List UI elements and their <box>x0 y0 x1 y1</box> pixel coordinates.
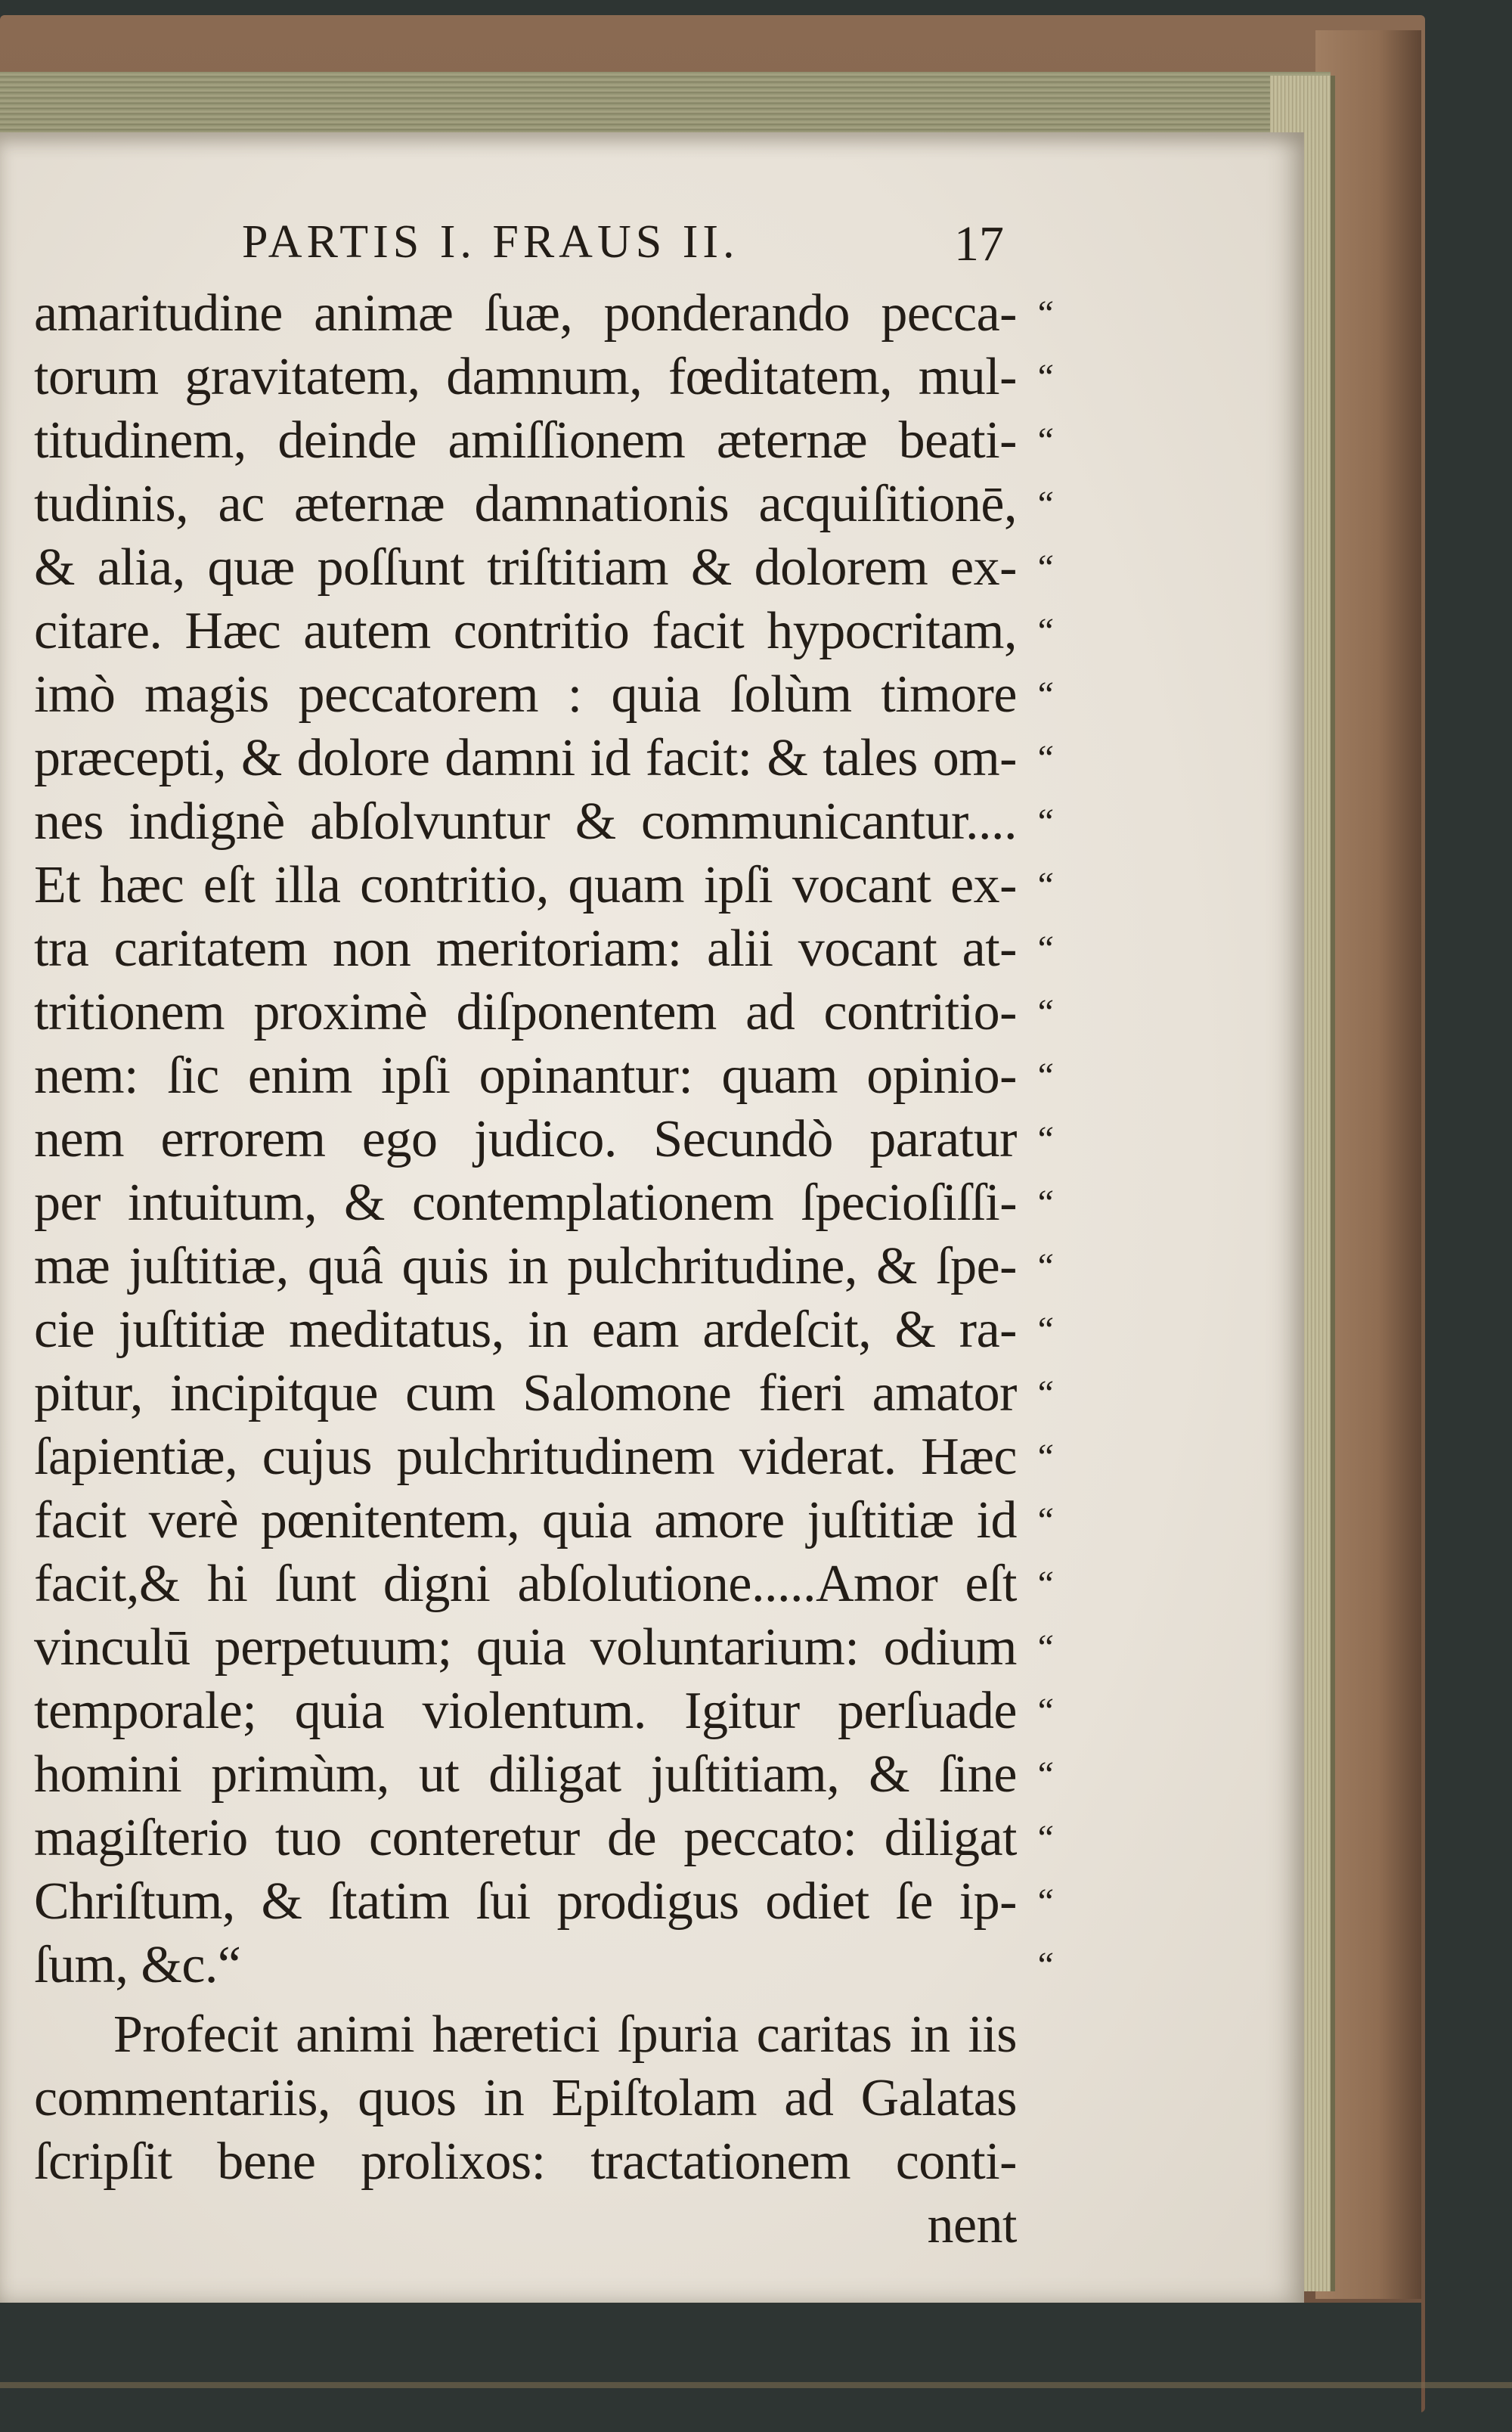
text-line: mæ juſtitiæ, quâ quis in pulchritudine, & ſpe- <box>34 1237 1017 1295</box>
running-head: PARTIS I. FRAUS II. <box>242 216 739 268</box>
text-line: torum gravitatem, damnum, fœditatem, mul- <box>34 348 1017 406</box>
text-line: magiſterio tuo conteretur de peccato: diligat <box>34 1809 1017 1867</box>
page-number: 17 <box>954 216 1004 271</box>
text-line: & alia, quæ poſſunt triſtitiam & dolorem ex- <box>34 538 1017 597</box>
text-line: facit verè pœnitentem, quia amore juſtitiæ id <box>34 1491 1017 1549</box>
quotation-mark: “ <box>1034 675 1055 715</box>
quotation-mark: “ <box>1034 1818 1055 1858</box>
quotation-mark: “ <box>1034 1119 1055 1159</box>
catchword: nent <box>927 2196 1017 2254</box>
quotation-mark: “ <box>1034 548 1055 588</box>
text-line: ſapientiæ, cujus pulchritudinem viderat. Hæc <box>34 1428 1017 1486</box>
quotation-mark: “ <box>1034 1373 1055 1413</box>
text-line: ſum, &c.“ <box>34 1936 241 1994</box>
text-line: præcepti, & dolore damni id facit: & tales om- <box>34 729 1017 787</box>
text-line: per intuitum, & contemplationem ſpecioſiſſi- <box>34 1174 1017 1232</box>
text-line: titudinem, deinde amiſſionem æternæ beati- <box>34 411 1017 470</box>
paragraph-line: commentariis, quos in Epiſtolam ad Galatas <box>34 2069 1017 2127</box>
quotation-mark: “ <box>1034 929 1055 969</box>
quotation-mark: “ <box>1034 357 1055 397</box>
quotation-mark: “ <box>1034 1881 1055 1922</box>
quotation-mark: “ <box>1034 865 1055 905</box>
quotation-mark: “ <box>1034 611 1055 651</box>
text-line: temporale; quia violentum. Igitur perſuade <box>34 1682 1017 1740</box>
text-line: amaritudine animæ ſuæ, ponderando pecca- <box>34 284 1017 343</box>
quotation-mark: “ <box>1034 1691 1055 1731</box>
quotation-mark: “ <box>1034 420 1055 461</box>
text-line: citare. Hæc autem contritio facit hypocritam, <box>34 602 1017 660</box>
quotation-mark: “ <box>1034 293 1055 333</box>
quotation-mark: “ <box>1034 802 1055 842</box>
bottom-rule <box>0 2382 1512 2388</box>
quotation-mark: “ <box>1034 1183 1055 1223</box>
quotation-mark: “ <box>1034 1627 1055 1667</box>
text-line: tudinis, ac æternæ damnationis acquiſitionē, <box>34 475 1017 533</box>
text-line: nes indignè abſolvuntur & communicantur.... <box>34 793 1017 851</box>
text-line: facit,& hi ſunt digni abſolutione.....Amor eſt <box>34 1555 1017 1613</box>
quotation-mark: “ <box>1034 1246 1055 1286</box>
quotation-mark: “ <box>1034 1564 1055 1604</box>
text-line: nem errorem ego judico. Secundò paratur <box>34 1110 1017 1168</box>
text-line: vinculū perpetuum; quia voluntarium: odium <box>34 1618 1017 1677</box>
quotation-mark: “ <box>1034 1500 1055 1540</box>
quotation-mark: “ <box>1034 992 1055 1032</box>
text-line: imò magis peccatorem : quia ſolùm timore <box>34 665 1017 724</box>
background-bottom <box>0 2303 1421 2432</box>
quotation-mark: “ <box>1034 1945 1055 1985</box>
quotation-mark: “ <box>1034 738 1055 778</box>
paragraph-line: ſcripſit bene prolixos: tractationem conti- <box>34 2133 1017 2191</box>
text-line: tra caritatem non meritoriam: alii vocant at- <box>34 920 1017 978</box>
quotation-mark: “ <box>1034 1056 1055 1096</box>
text-line: nem: ſic enim ipſi opinantur: quam opinio- <box>34 1047 1017 1105</box>
text-line: Chriſtum, & ſtatim ſui prodigus odiet ſe ip- <box>34 1872 1017 1931</box>
page-top-edges <box>0 72 1331 140</box>
text-line: cie juſtitiæ meditatus, in eam ardeſcit, & ra- <box>34 1301 1017 1359</box>
text-line: pitur, incipitque cum Salomone fieri amator <box>34 1364 1017 1422</box>
quotation-mark: “ <box>1034 1310 1055 1350</box>
paragraph-line: Profecit animi hæretici ſpuria caritas in iis <box>113 2005 1017 2064</box>
quotation-mark: “ <box>1034 484 1055 524</box>
text-line: Et hæc eſt illa contritio, quam ipſi vocant ex- <box>34 856 1017 914</box>
text-line: tritionem proximè diſponentem ad contritio- <box>34 983 1017 1041</box>
text-line: homini primùm, ut diligat juſtitiam, & ſine <box>34 1745 1017 1804</box>
quotation-mark: “ <box>1034 1754 1055 1795</box>
quotation-mark: “ <box>1034 1437 1055 1477</box>
